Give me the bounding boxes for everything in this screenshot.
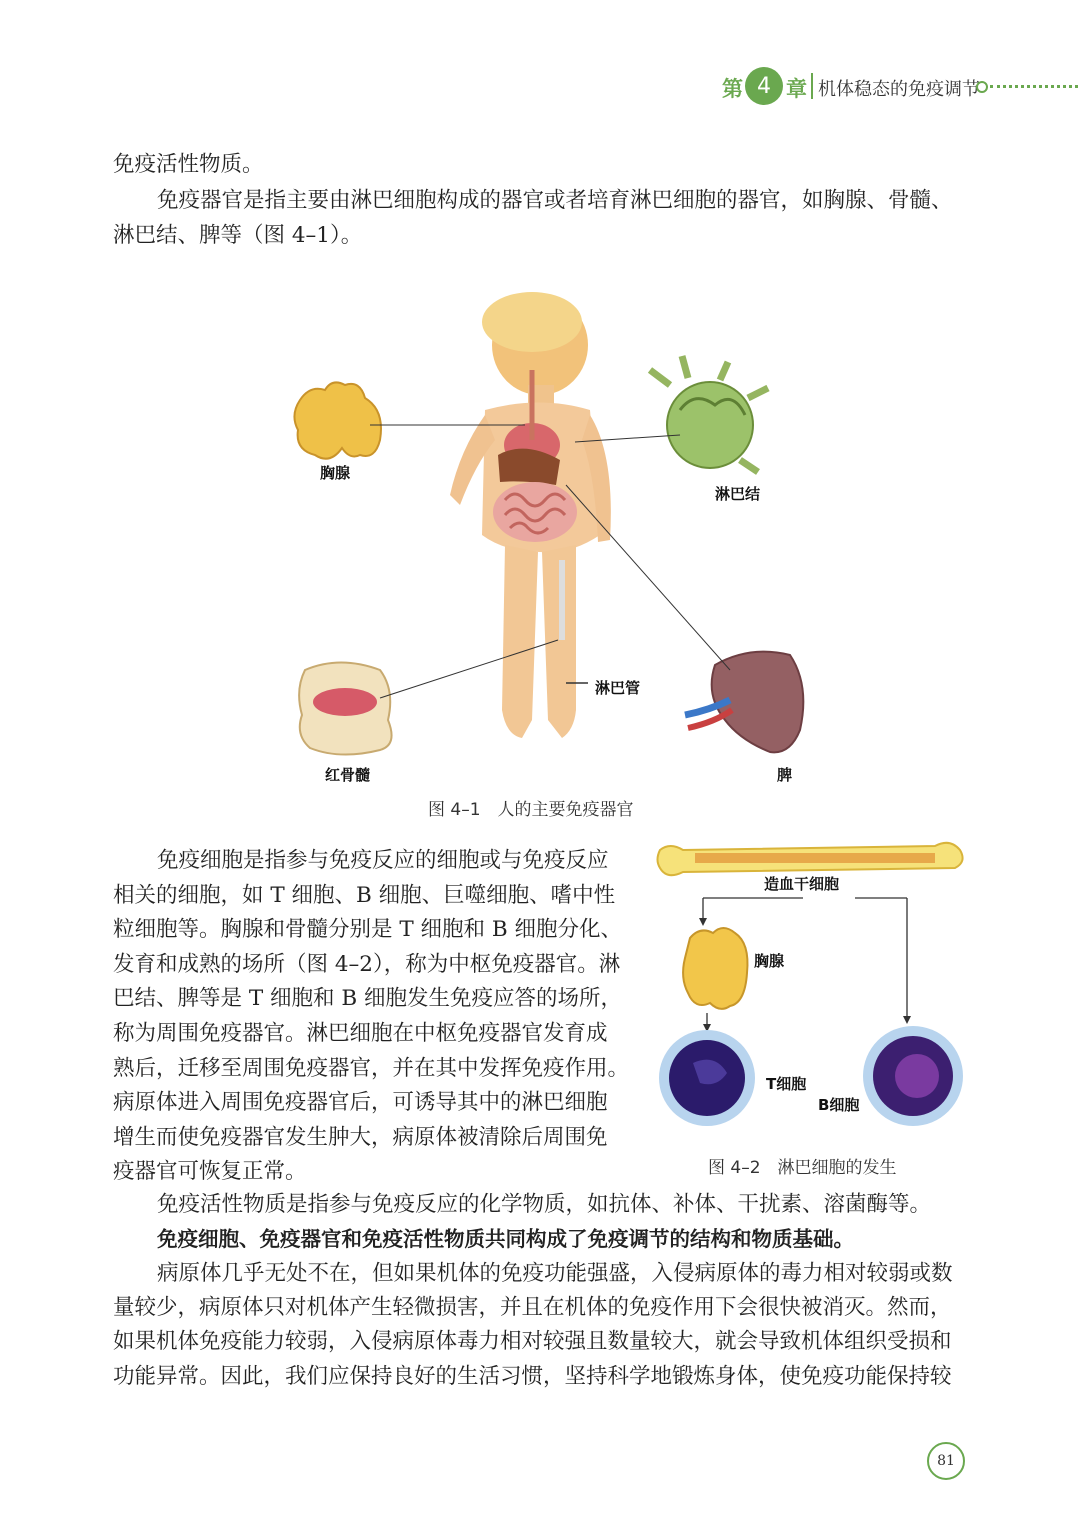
figure-4-1-illustration	[270, 290, 830, 790]
pathogen-paragraph-line: 功能异常。因此，我们应保持良好的生活习惯，坚持科学地锻炼身体，使免疫功能保持较	[113, 1364, 952, 1389]
label-spleen: 脾	[777, 766, 793, 784]
lymph-node-illustration	[650, 356, 768, 472]
t-cell-illustration	[659, 1030, 755, 1126]
chapter-title: 机体稳态的免疫调节	[818, 79, 980, 100]
paragraph-line: 称为周围免疫器官。淋巴细胞在中枢免疫器官发育成	[113, 1020, 608, 1046]
paragraph-line: 免疫细胞是指参与免疫反应的细胞或与免疫反应	[157, 848, 609, 873]
paragraph-line: 病原体进入周围免疫器官后，可诱导其中的淋巴细胞	[113, 1090, 608, 1116]
paragraph-line: 巴结、脾等是 T 细胞和 B 细胞发生免疫应答的场所，	[113, 986, 622, 1012]
summary-bold-sentence: 免疫细胞、免疫器官和免疫活性物质共同构成了免疫调节的结构和物质基础。	[157, 1227, 854, 1251]
paragraph-line: 增生而使免疫器官发生肿大，病原体被清除后周围免	[113, 1124, 608, 1150]
label-b-cell: B细胞	[818, 1096, 860, 1114]
figure-4-2-caption: 图 4–2 淋巴细胞的发生	[708, 1158, 897, 1178]
organs-paragraph-line: 免疫器官是指主要由淋巴细胞构成的器官或者培育淋巴细胞的器官，如胸腺、骨髓、	[157, 188, 953, 213]
header-dot-icon	[976, 81, 988, 93]
red-bone-marrow-illustration	[299, 663, 391, 755]
paragraph-line: 熟后，迁移至周围免疫器官，并在其中发挥免疫作用。	[113, 1055, 630, 1081]
intro-line: 免疫活性物质。	[113, 152, 264, 177]
thymus-small-illustration	[683, 928, 747, 1009]
label-lymph-node: 淋巴结	[715, 485, 761, 503]
chapter-suffix: 章	[786, 77, 807, 101]
long-bone-illustration	[658, 843, 963, 875]
paragraph-line: 粒细胞等。胸腺和骨髓分别是 T 细胞和 B 细胞分化、	[113, 917, 622, 943]
child-body-illustration	[450, 292, 611, 738]
header-dotted-rule	[990, 85, 1078, 88]
chapter-prefix: 第	[722, 77, 743, 101]
page-number: 81	[927, 1442, 965, 1480]
figure-4-1-caption: 图 4–1 人的主要免疫器官	[428, 800, 634, 820]
paragraph-line: 发育和成熟的场所（图 4–2），称为中枢免疫器官。淋	[113, 951, 621, 977]
spleen-illustration	[685, 652, 803, 753]
header-separator	[811, 73, 813, 99]
organs-paragraph-line: 淋巴结、脾等（图 4–1）。	[113, 223, 363, 248]
b-cell-illustration	[863, 1026, 963, 1126]
immune-cells-paragraph	[113, 846, 643, 1192]
label-stem-cell: 造血干细胞	[764, 875, 840, 893]
pathogen-paragraph-line: 如果机体免疫能力较弱，入侵病原体毒力相对较强且数量较大，就会导致机体组织受损和	[113, 1329, 952, 1354]
label-bone-marrow: 红骨髓	[325, 766, 371, 784]
thymus-illustration	[294, 382, 381, 458]
pathogen-paragraph-line: 病原体几乎无处不在，但如果机体的免疫功能强盛，入侵病原体的毒力相对较弱或数	[157, 1261, 953, 1286]
label-thymus: 胸腺	[320, 464, 351, 482]
label-t-cell: T细胞	[766, 1075, 807, 1093]
label-lymph-vessel: 淋巴管	[595, 679, 641, 697]
label-thymus-small: 胸腺	[754, 952, 785, 970]
paragraph-line: 相关的细胞，如 T 细胞、B 细胞、巨噬细胞、嗜中性	[113, 882, 616, 908]
pathogen-paragraph-line: 量较少，病原体只对机体产生轻微损害，并且在机体的免疫作用下会很快被消灭。然而，	[113, 1295, 952, 1320]
active-substances-paragraph: 免疫活性物质是指参与免疫反应的化学物质，如抗体、补体、干扰素、溶菌酶等。	[157, 1192, 932, 1217]
paragraph-line: 疫器官可恢复正常。	[113, 1159, 307, 1185]
chapter-number-badge: 4	[745, 67, 783, 105]
